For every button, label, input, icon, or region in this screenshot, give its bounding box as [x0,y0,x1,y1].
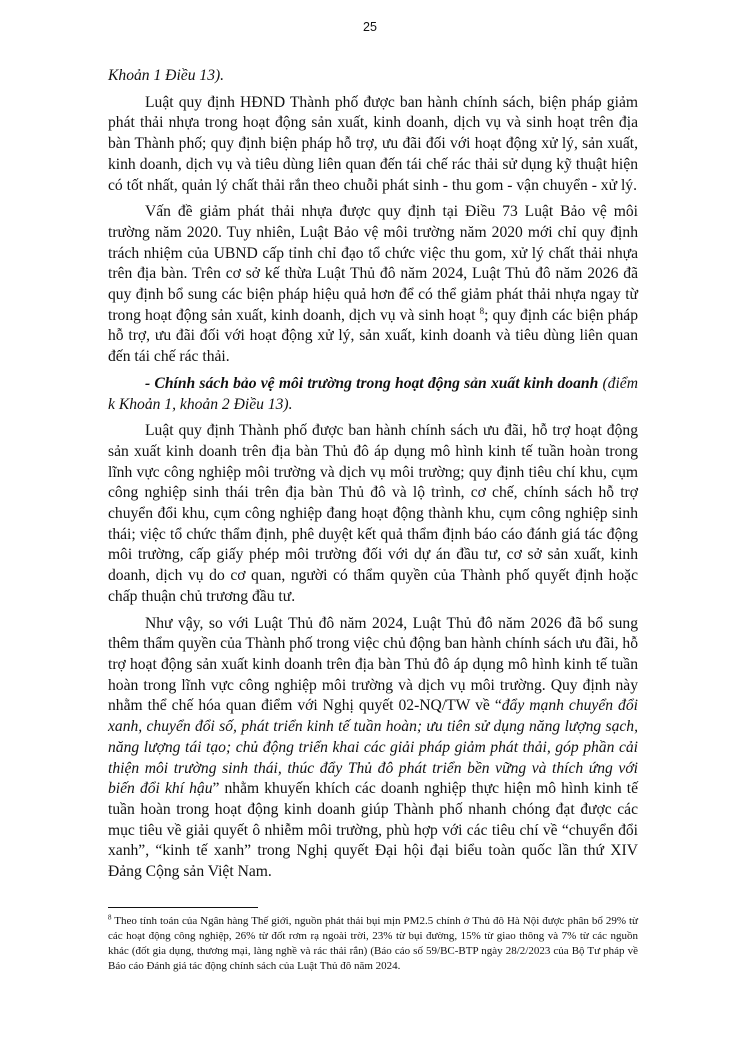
footnote-reference[interactable]: 8 [479,305,485,316]
paragraph-5: Luật quy định Thành phố được ban hành chính sách ưu đãi, hỗ trợ hoạt động sản xuất kinh doanh trên địa bàn Thủ đô áp dụng mô hình kinh tế tuần hoàn trong lĩnh vực công nghiệp môi trường và dịch vụ môi trường; quy định tiêu chí khu, cụm công nghiệp sinh thái trên địa bàn Thủ đô và lộ trình, cơ chế, chính sách hỗ trợ chuyển đổi khu, cụm công nghiệp đang hoạt động thành khu, cụm công nghiệp sinh thái; việc tổ chức thẩm định, phê duyệt kết quả thẩm định báo cáo đánh giá tác động môi trường, cấp giấy phép môi trường đối với dự án đầu tư, cơ sở sản xuất, kinh doanh, dịch vụ do cơ quan, người có thẩm quyền của Thành phố quyết định hoặc chấp thuận chủ trương đầu tư. [108,422,638,605]
paragraph-3-text-a: Vấn đề giảm phát thải nhựa được quy định tại Điều 73 Luật Bảo vệ môi trường năm 2020. Tuy nhiên, Luật Bảo vệ môi trường năm 2020 mới chỉ quy định trách nhiệm của UBND cấp tỉnh chỉ đạo tổ chức việc thu gom, xử lý chất thải nhựa trên địa bàn. Trên cơ sở kế thừa Luật Thủ đô năm 2024, Luật Thủ đô năm 2026 đã quy định bổ sung các biện pháp hiệu quả hơn để có thể giảm phát thải nhựa ngay từ trong hoạt động sản xuất, kinh doanh, dịch vụ và sinh hoạt [108,203,638,324]
paragraph-6 [108,614,638,883]
paragraph-2: Luật quy định HĐND Thành phố được ban hành chính sách, biện pháp giảm phát thải nhựa trong hoạt động sản xuất, kinh doanh, dịch vụ và sinh hoạt trên địa bàn Thành phố; quy định biện pháp hỗ trợ, ưu đãi đối với hoạt động xử lý, sản xuất, kinh doanh, dịch vụ và tiêu dùng liên quan đến tái chế rác thải sử dụng kỹ thuật hiện có tốt nhất, quản lý chất thải rắn theo chuỗi phát sinh - thu gom - vận chuyển - xử lý. [108,93,638,194]
paragraph-6-quote: đẩy mạnh chuyển đổi xanh, chuyển đổi số, phát triển kinh tế tuần hoàn; ưu tiên sử dụng năng lượng sạch, năng lượng tái tạo; chủ động triển khai các giải pháp giảm phát thải, góp phần cải thiện môi trường sinh thái, thúc đẩy Thủ đô phát triển bền vững và thích ứng với biến đổi khí hậu [108,697,638,798]
paragraph-3 [108,202,638,368]
paragraph-3-text-b: ; quy định các biện pháp hỗ trợ, ưu đãi đối với hoạt động xử lý, sản xuất, kinh doanh và tiêu dùng liên quan đến tái chế rác thải. [108,306,638,366]
paragraph-6-text-b: ” nhằm khuyến khích các doanh nghiệp thực hiện mô hình kinh tế tuần hoàn trong hoạt động kinh doanh giúp Thành phố nhanh chóng đạt được các mục tiêu về giải quyết ô nhiễm môi trường, phù hợp với các tiêu chí về “chuyển đổi xanh”, “kinh tế xanh” trong Nghị quyết Đại hội đại biểu toàn quốc lần thứ XIV Đảng Cộng sản Việt Nam. [108,780,638,881]
page-number: 25 [363,20,377,34]
footnote-text: Theo tính toán của Ngân hàng Thế giới, nguồn phát thải bụi mịn PM2.5 chính ở Thủ đô Hà Nội được phân bổ 29% từ các hoạt động công nghiệp, 26% từ đốt rơm rạ ngoài trời, 23% từ bụi đường, 15% từ giao thông và 7% từ các nguồn khác (đốt gia dụng, thương mại, làng nghề và rác thải rắn) (Báo cáo số 59/BC-BTP ngày 28/2/2023 của Bộ Tư pháp về Báo cáo Đánh giá tác động chính sách của Luật Thủ đô năm 2024. [108,915,638,972]
paragraph-6-text-a: Như vậy, so với Luật Thủ đô năm 2024, Luật Thủ đô năm 2026 đã bổ sung thêm thẩm quyền của Thành phố trong việc chủ động ban hành chính sách ưu đãi, hỗ trợ hoạt động sản xuất kinh doanh trên địa bàn Thủ đô áp dụng mô hình kinh tế tuần hoàn trong lĩnh vực công nghiệp môi trường và dịch vụ môi trường. Quy định này nhằm thể chế hóa quan điểm với Nghị quyết 02-NQ/TW về “ [108,614,638,715]
footnote-separator [108,907,258,908]
section-heading [108,374,638,415]
body-text [108,66,638,889]
section-heading-title: - Chính sách bảo vệ môi trường trong hoạt động sản xuất kinh doanh [145,374,599,392]
paragraph-1: Khoản 1 Điều 13). [108,67,225,84]
footnote-marker: 8 [108,913,112,922]
footnote [108,914,638,974]
section-heading-reference: (điểm k Khoản 1, khoản 2 Điều 13). [108,374,638,413]
